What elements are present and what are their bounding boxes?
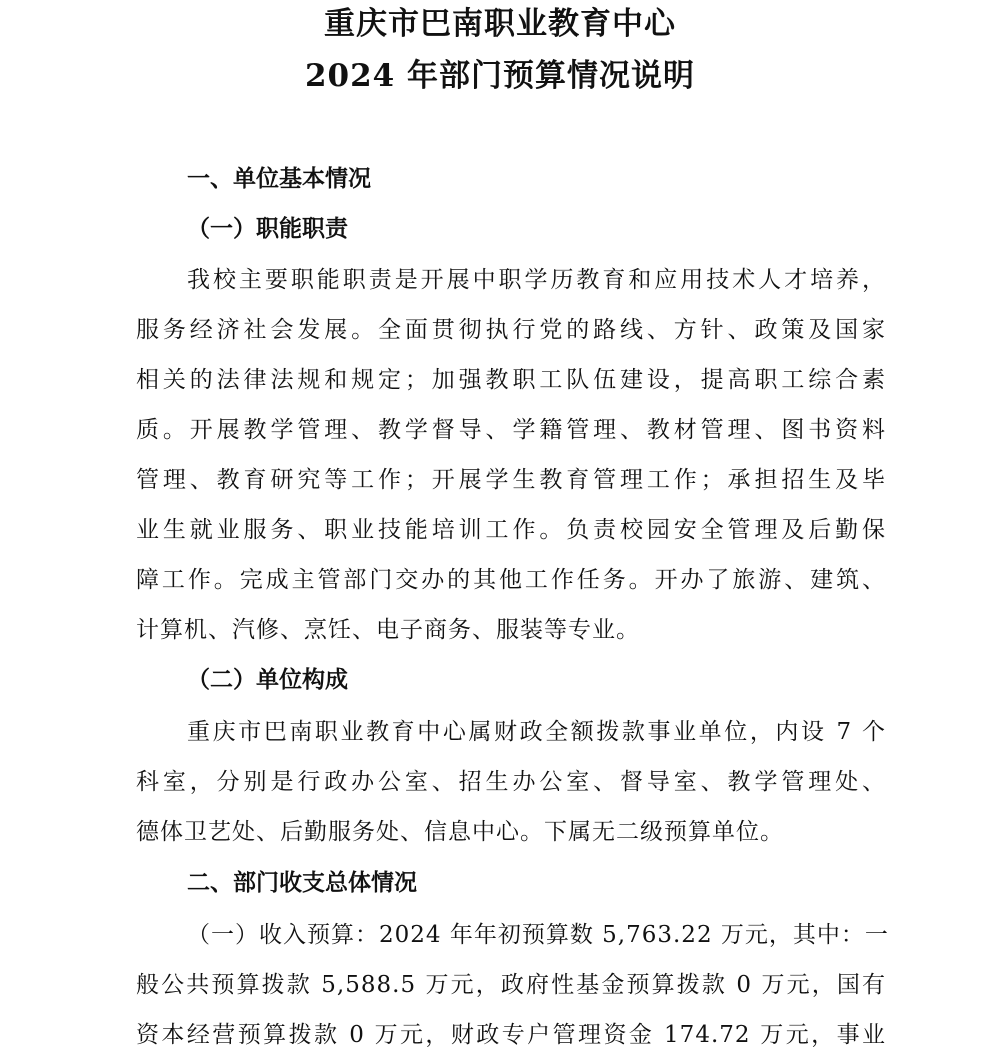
paragraph-line: 相关的法律法规和规定；加强教职工队伍建设，提高职工综合素	[136, 367, 886, 393]
paragraph-line: 障工作。完成主管部门交办的其他工作任务。开办了旅游、建筑、	[136, 567, 886, 593]
paragraph-line: 德体卫艺处、后勤服务处、信息中心。下属无二级预算单位。	[136, 819, 784, 845]
section1-heading: 一、单位基本情况	[187, 166, 371, 192]
section1-sub2-heading: （二）单位构成	[187, 666, 348, 693]
paragraph-line: 业生就业服务、职业技能培训工作。负责校园安全管理及后勤保	[136, 517, 886, 543]
paragraph-line: 计算机、汽修、烹饪、电子商务、服装等专业。	[136, 617, 640, 643]
document-title-line1: 重庆市巴南职业教育中心	[324, 6, 676, 42]
section2-heading: 二、部门收支总体情况	[187, 870, 417, 896]
paragraph-line: 重庆市巴南职业教育中心属财政全额拨款事业单位，内设 7 个	[187, 719, 886, 745]
paragraph-line: 服务经济社会发展。全面贯彻执行党的路线、方针、政策及国家	[136, 317, 886, 343]
paragraph-line: 般公共预算拨款 5,588.5 万元，政府性基金预算拨款 0 万元，国有	[136, 972, 886, 998]
paragraph-line: 管理、教育研究等工作；开展学生教育管理工作；承担招生及毕	[136, 467, 886, 493]
document-title-line2: 2024 年部门预算情况说明	[304, 58, 696, 94]
section2-sub1-line	[187, 918, 889, 952]
section2-sub1-heading: （一）收入预算：	[187, 922, 379, 948]
paragraph-line: 2024 年年初预算数 5,763.22 万元，其中：一	[379, 922, 889, 948]
paragraph-line: 资本经营预算拨款 0 万元，财政专户管理资金 174.72 万元，事业	[136, 1022, 886, 1048]
paragraph-line: 质。开展教学管理、教学督导、学籍管理、教材管理、图书资料	[136, 417, 886, 443]
paragraph-line: 科室，分别是行政办公室、招生办公室、督导室、教学管理处、	[136, 769, 886, 795]
section1-sub1-heading: （一）职能职责	[187, 215, 348, 242]
paragraph-line: 我校主要职能职责是开展中职学历教育和应用技术人才培养，	[187, 267, 886, 293]
